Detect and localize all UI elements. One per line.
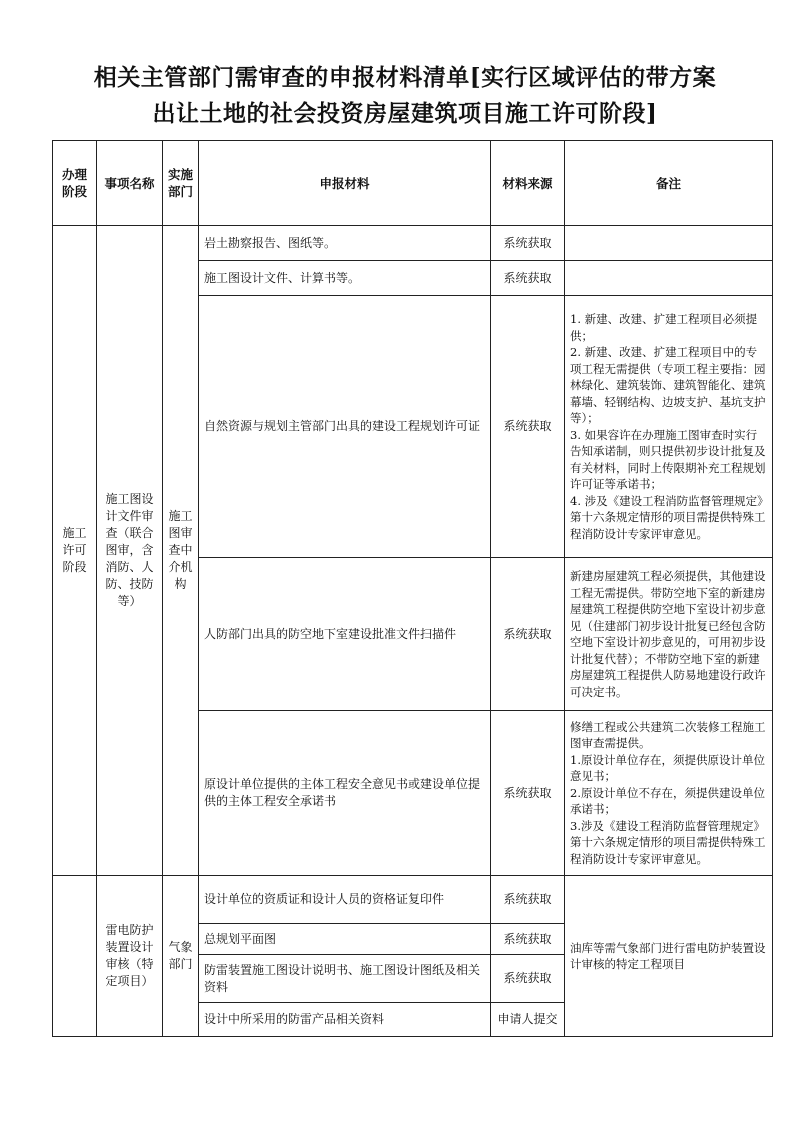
title-line-2: 出让土地的社会投资房屋建筑项目施工许可阶段]: [152, 100, 658, 127]
note-cell: [565, 296, 773, 558]
source-cell: 系统获取: [491, 924, 565, 955]
note-cell: [565, 711, 773, 876]
material-cell: 自然资源与规划主管部门出具的建设工程规划许可证: [199, 296, 491, 558]
note-line: 3.涉及《建设工程消防监督管理规定》第十六条规定情形的项目需提供特殊工程消防设计专家评审意见。: [570, 818, 766, 866]
title-line-1: 相关主管部门需审查的申报材料清单[实行区域评估的带方案: [93, 64, 717, 91]
note-cell: 油库等需气象部门进行雷电防护装置设计审核的特定工程项目: [565, 876, 773, 1037]
source-cell: 系统获取: [491, 876, 565, 924]
material-cell: 原设计单位提供的主体工程安全意见书或建设单位提供的主体工程安全承诺书: [199, 711, 491, 876]
item-cell: 雷电防护装置设计审核（特定项目）: [97, 876, 163, 1037]
materials-table: [52, 140, 773, 1037]
note-cell: [565, 261, 773, 296]
note-cell: [565, 226, 773, 261]
source-cell: 系统获取: [491, 711, 565, 876]
material-cell: 人防部门出具的防空地下室建设批准文件扫描件: [199, 558, 491, 711]
note-cell: [565, 558, 773, 711]
table-row: [53, 876, 773, 924]
header-source: 材料来源: [491, 141, 565, 226]
note-line: 4. 涉及《建设工程消防监督管理规定》第十六条规定情形的项目需提供特殊工程消防设计专家评审意见。: [570, 493, 766, 541]
note-line: 2.原设计单位不存在，须提供建设单位承诺书；: [570, 785, 765, 817]
dept-cell: 气象部门: [163, 876, 199, 1037]
stage-cell: 施工许可阶段: [53, 226, 97, 876]
note-line: 新建房屋建筑工程必须提供，其他建设工程无需提供。带防空地下室的新建房屋建筑工程提供防空地下室设计初步意见（住建部门初步设计批复已经包含防空地下室设计初步意见的，可用初步设计批复代替）；不带防空地下室的新建房屋建筑工程提供人防易地建设行政许可决定书。: [570, 569, 766, 699]
source-cell: 系统获取: [491, 296, 565, 558]
material-cell: 岩土勘察报告、图纸等。: [199, 226, 491, 261]
stage-cell: [53, 876, 97, 1037]
item-cell: 施工图设计文件审查（联合图审，含消防、人防、技防等）: [97, 226, 163, 876]
table-header-row: [53, 141, 773, 226]
source-cell: 系统获取: [491, 226, 565, 261]
header-item: 事项名称: [97, 141, 163, 226]
note-line: 2. 新建、改建、扩建工程项目中的专项工程无需提供（专项工程主要指：园林绿化、建筑装饰、建筑智能化、建筑幕墙、轻钢结构、边坡支护、基坑支护等）；: [570, 345, 766, 425]
material-cell: 总规划平面图: [199, 924, 491, 955]
material-cell: 防雷装置施工图设计说明书、施工图设计图纸及相关资料: [199, 955, 491, 1003]
material-cell: 设计单位的资质证和设计人员的资格证复印件: [199, 876, 491, 924]
note-line: 1.原设计单位存在，须提供原设计单位意见书；: [570, 752, 765, 784]
page-title: [60, 60, 750, 132]
material-cell: 设计中所采用的防雷产品相关资料: [199, 1003, 491, 1037]
source-cell: 系统获取: [491, 955, 565, 1003]
dept-cell: 施工图审查中介机构: [163, 226, 199, 876]
note-line: 3. 如果容许在办理施工图审查时实行告知承诺制，则只提供初步设计批复及有关材料，同时上传限期补充工程规划许可证等承诺书；: [570, 427, 766, 491]
source-cell: 系统获取: [491, 261, 565, 296]
header-stage: 办理阶段: [53, 141, 97, 226]
material-cell: 施工图设计文件、计算书等。: [199, 261, 491, 296]
source-cell: 申请人提交: [491, 1003, 565, 1037]
note-line: 1. 新建、改建、扩建工程项目必须提供；: [570, 312, 758, 343]
source-cell: 系统获取: [491, 558, 565, 711]
header-material: 申报材料: [199, 141, 491, 226]
header-dept: 实施部门: [163, 141, 199, 226]
header-note: 备注: [565, 141, 773, 226]
note-line: 修缮工程或公共建筑二次装修工程施工图审查需提供。: [570, 719, 766, 751]
table-row: [53, 226, 773, 261]
